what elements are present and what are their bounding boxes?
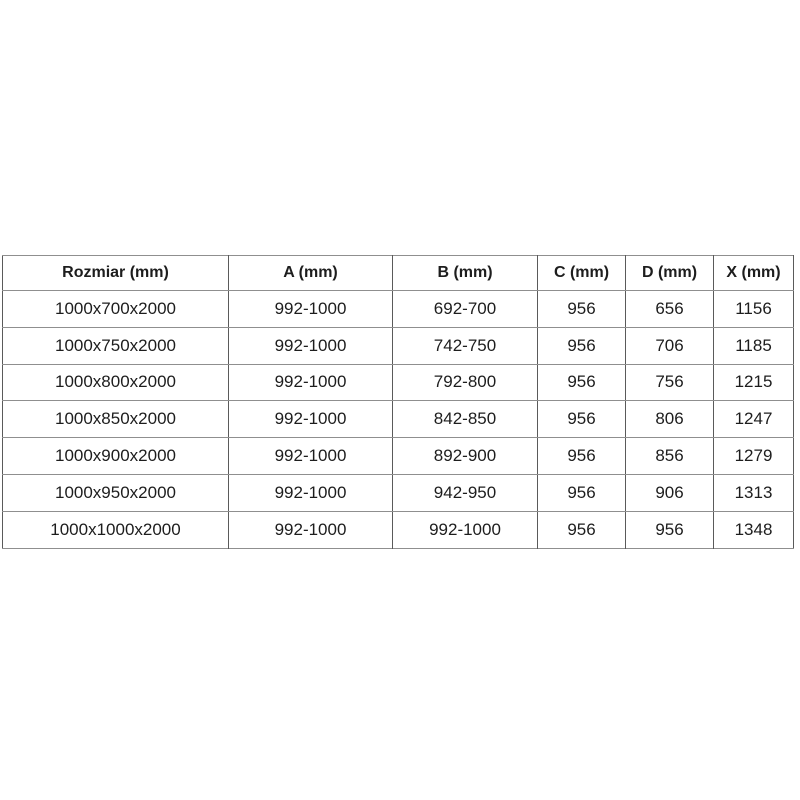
table-row [3,511,794,548]
table-cell: 956 [538,438,626,475]
table-cell: 1000x850x2000 [3,401,229,438]
header-row [3,256,794,291]
table-cell: 1279 [714,438,794,475]
table-cell: 992-1000 [229,291,393,328]
table-row [3,401,794,438]
table-row [3,364,794,401]
table-cell: 1348 [714,511,794,548]
table-cell: 992-1000 [229,511,393,548]
table-body [3,291,794,549]
table-cell: 992-1000 [393,511,538,548]
column-header-b: B (mm) [393,256,538,291]
table-cell: 1000x1000x2000 [50,519,181,539]
table-cell: 706 [626,327,714,364]
table-cell: 1000x900x2000 [3,438,229,475]
dimension-table-container [2,255,793,549]
column-header-rozmiar: Rozmiar (mm) [3,256,229,291]
table-cell: 956 [538,327,626,364]
table-cell: 806 [626,401,714,438]
table-cell: 1000x700x2000 [3,291,229,328]
table-cell: 856 [626,438,714,475]
table-cell: 956 [538,364,626,401]
column-header-a: A (mm) [229,256,393,291]
table-cell: 992-1000 [229,401,393,438]
table-cell: 742-750 [393,327,538,364]
table-cell: 756 [626,364,714,401]
table-header [3,256,794,291]
table-cell: 842-850 [393,401,538,438]
dimension-table [2,255,794,549]
table-cell: 1185 [714,327,794,364]
table-cell: 1247 [714,401,794,438]
table-cell: 992-1000 [229,474,393,511]
table-cell: 992-1000 [229,438,393,475]
table-cell: 1000x800x2000 [3,364,229,401]
table-cell: 792-800 [393,364,538,401]
table-cell: 906 [626,474,714,511]
table-cell: 1313 [714,474,794,511]
table-cell: 1000x750x2000 [3,327,229,364]
table-cell: 956 [538,474,626,511]
table-cell: 992-1000 [229,327,393,364]
table-row [3,438,794,475]
table-cell: 1215 [714,364,794,401]
table-cell: 656 [626,291,714,328]
table-row [3,327,794,364]
table-row [3,474,794,511]
table-cell: 956 [538,401,626,438]
column-header-c: C (mm) [538,256,626,291]
table-cell: 942-950 [393,474,538,511]
table-cell: 956 [626,511,714,548]
table-cell: 692-700 [393,291,538,328]
table-cell: 992-1000 [229,364,393,401]
column-header-x: X (mm) [714,256,794,291]
table-row [3,291,794,328]
table-cell: 892-900 [393,438,538,475]
column-header-d: D (mm) [626,256,714,291]
table-cell: 1156 [714,291,794,328]
table-cell: 1000x950x2000 [3,474,229,511]
table-cell: 956 [538,511,626,548]
table-cell: 956 [538,291,626,328]
